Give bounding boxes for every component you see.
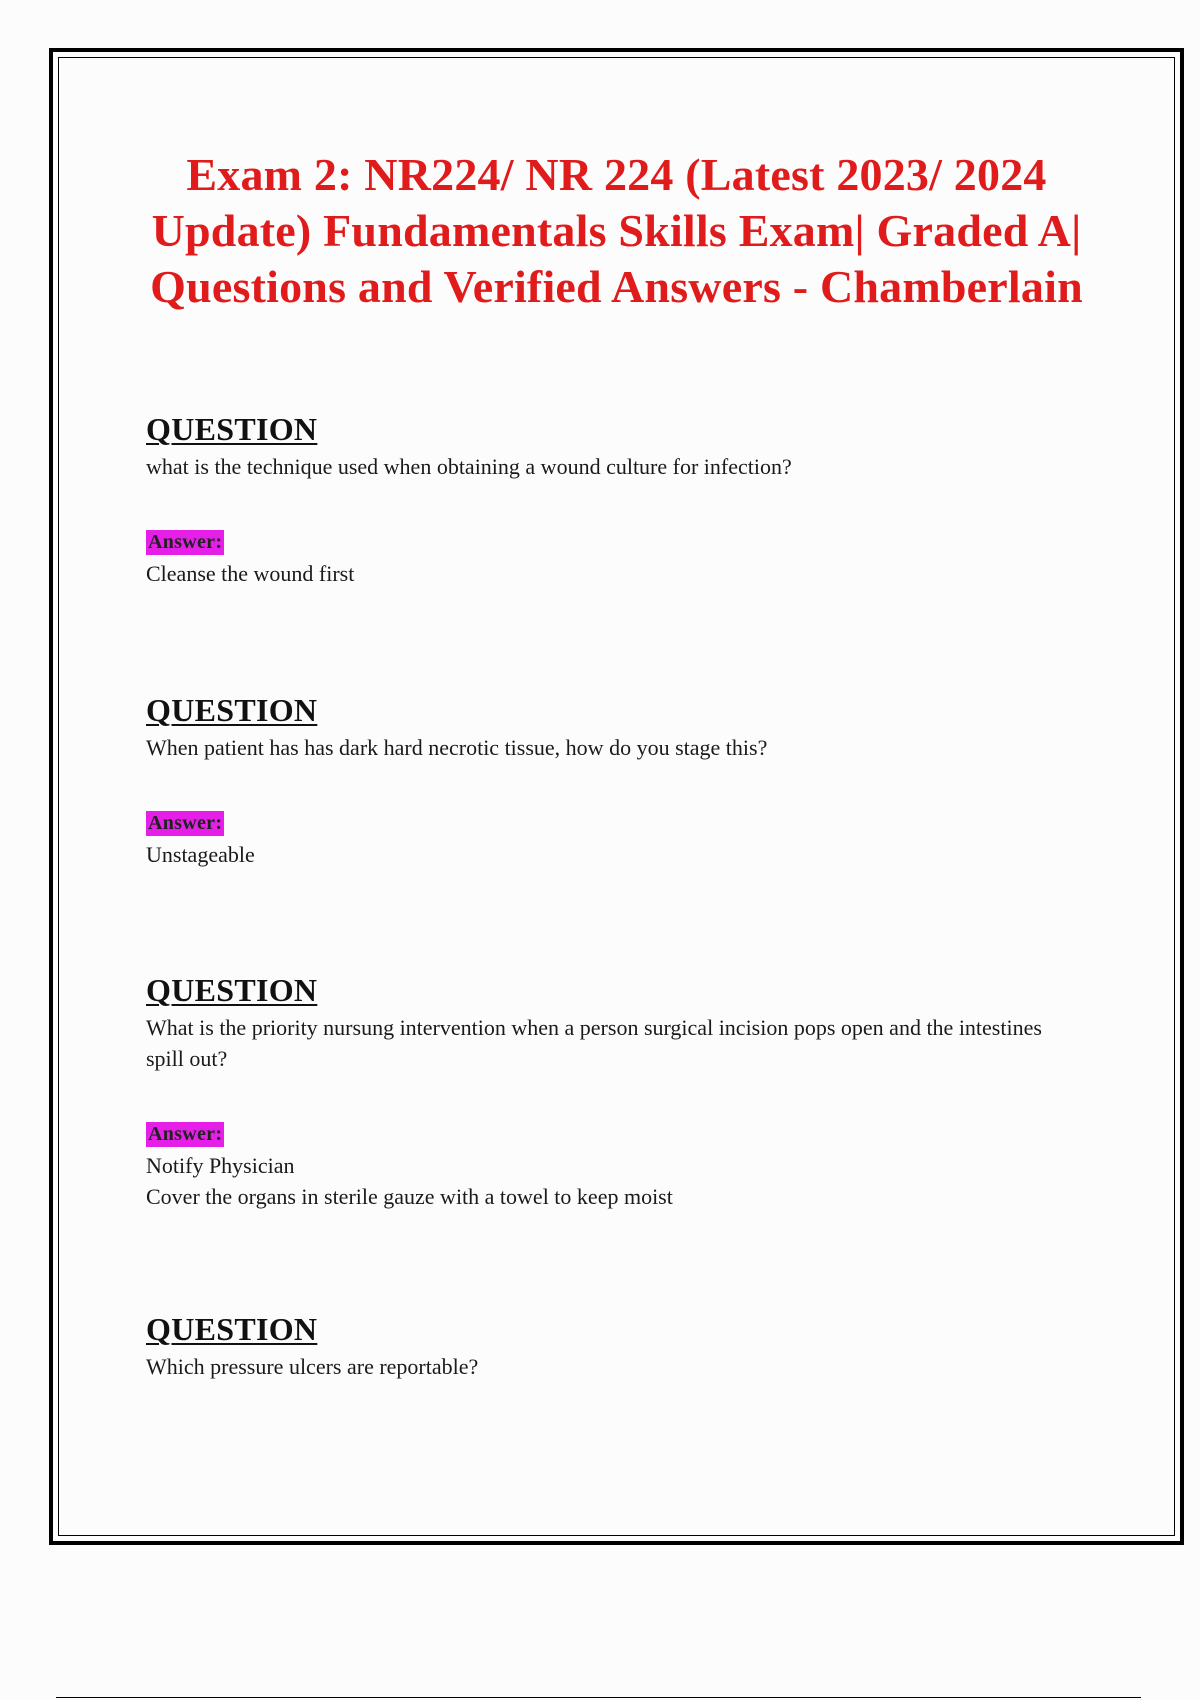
question-heading: QUESTION	[146, 972, 318, 1008]
answer-text: Cover the organs in sterile gauze with a towel to keep moist	[146, 1184, 673, 1209]
qa-item-3	[146, 972, 1066, 1212]
answer-label: Answer:	[148, 1123, 223, 1145]
question-heading: QUESTION	[146, 1311, 318, 1347]
question-heading: QUESTION	[146, 411, 318, 447]
answer-label: Answer:	[148, 531, 223, 553]
question-heading: QUESTION	[146, 692, 318, 728]
question-text: What is the priority nursung intervention when a person surgical incision pops open and the intestines spill out?	[146, 1015, 1042, 1071]
answer-text: Cleanse the wound first	[146, 561, 355, 586]
qa-item-1	[146, 411, 1066, 589]
qa-item-2	[146, 692, 1066, 870]
answer-text: Unstageable	[146, 842, 255, 867]
document-title: Exam 2: NR224/ NR 224 (Latest 2023/ 2024 Update) Fundamentals Skills Exam| Graded A| Questions and Verified Answers - Chamberlain	[150, 149, 1083, 312]
question-text: When patient has has dark hard necrotic tissue, how do you stage this?	[146, 735, 768, 760]
answer-text: Notify Physician	[146, 1153, 295, 1178]
footer-rule	[56, 1697, 1141, 1698]
question-text: Which pressure ulcers are reportable?	[146, 1354, 479, 1379]
qa-item-4	[146, 1311, 1066, 1382]
answer-label: Answer:	[148, 812, 223, 834]
question-text: what is the technique used when obtaining a wound culture for infection?	[146, 454, 792, 479]
